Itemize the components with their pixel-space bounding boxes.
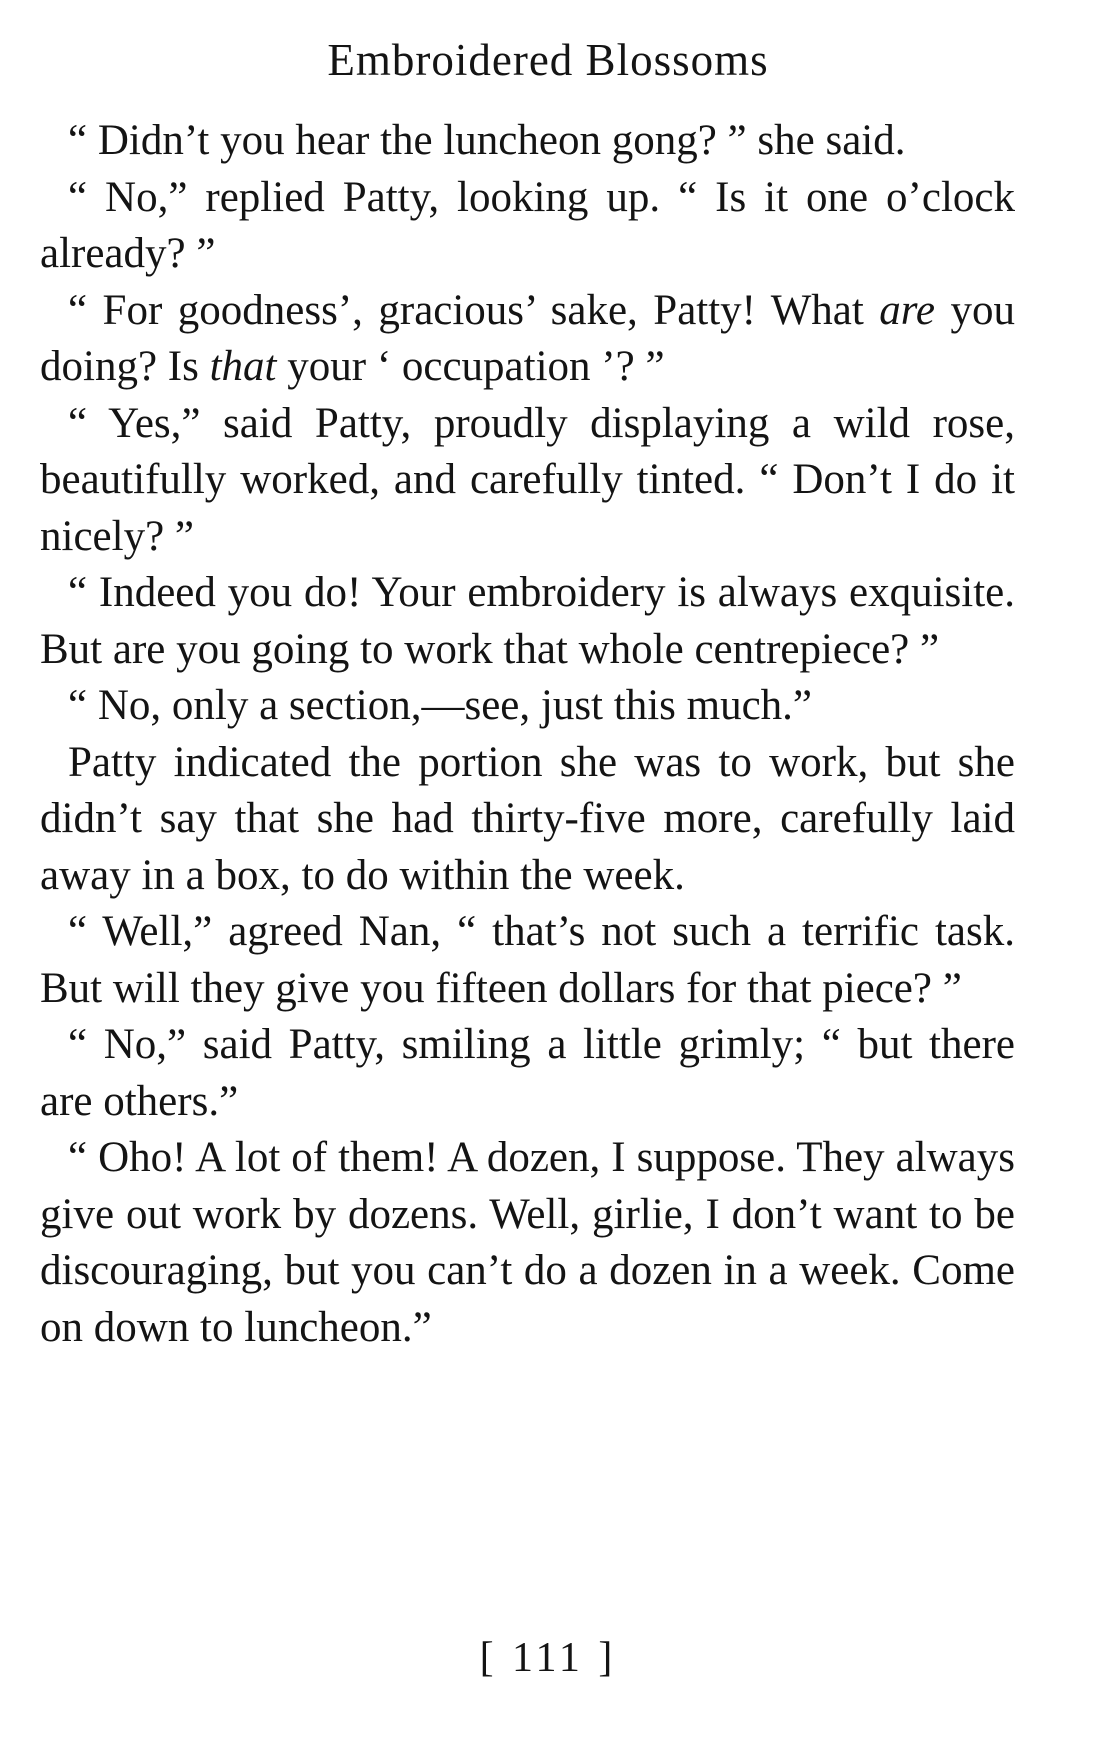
running-head: Embroidered Blossoms: [327, 35, 769, 85]
paragraph: [40, 170, 1015, 283]
text-run: your ‘ occupation ’? ”: [276, 343, 665, 390]
text-run: “ Oho! A lot of them! A dozen, I suppose. They always give out work by dozens. Well, girlie, I don’t want to be discouraging, but you can’t do a dozen in a week. Come on down to luncheon.”: [40, 1134, 1015, 1351]
text-run: “ No, only a section,—see, just this much.”: [68, 682, 812, 729]
paragraph: [40, 1017, 1015, 1130]
italic-text: that: [209, 343, 277, 390]
paragraph: [40, 1130, 1015, 1356]
text-run: “ Well,” agreed Nan, “ that’s not such a terrific task. But will they give you fifteen dollars for that piece? ”: [40, 908, 1015, 1012]
paragraph: [40, 678, 1015, 735]
paragraph: [40, 113, 1015, 170]
paragraph: [40, 283, 1015, 396]
paragraph: [40, 565, 1015, 678]
page-number: [ 111 ]: [479, 1635, 617, 1681]
text-run: you doing? Is: [40, 286, 1016, 390]
body-text: [40, 113, 1015, 1356]
text-run: Patty indicated the portion she was to work, but she didn’t say that she had thirty-five more, carefully laid away in a box, to do within the week.: [40, 738, 1015, 899]
paragraph: [40, 904, 1015, 1017]
text-run: “ No,” replied Patty, looking up. “ Is it one o’clock already? ”: [40, 173, 1015, 277]
text-run: “ For goodness’, gracious’ sake, Patty! What: [68, 286, 880, 334]
text-run: “ No,” said Patty, smiling a little grimly; “ but there are others.”: [40, 1021, 1015, 1125]
text-run: “ Didn’t you hear the luncheon gong? ” she said.: [68, 117, 906, 164]
text-run: “ Yes,” said Patty, proudly displaying a wild rose, beautifully worked, and carefully tinted. “ Don’t I do it nicely? ”: [40, 399, 1015, 560]
italic-text: are: [879, 286, 936, 334]
paragraph: [40, 735, 1015, 905]
text-run: “ Indeed you do! Your embroidery is always exquisite. But are you going to work that whole centrepiece? ”: [40, 569, 1015, 673]
paragraph: [40, 396, 1015, 566]
